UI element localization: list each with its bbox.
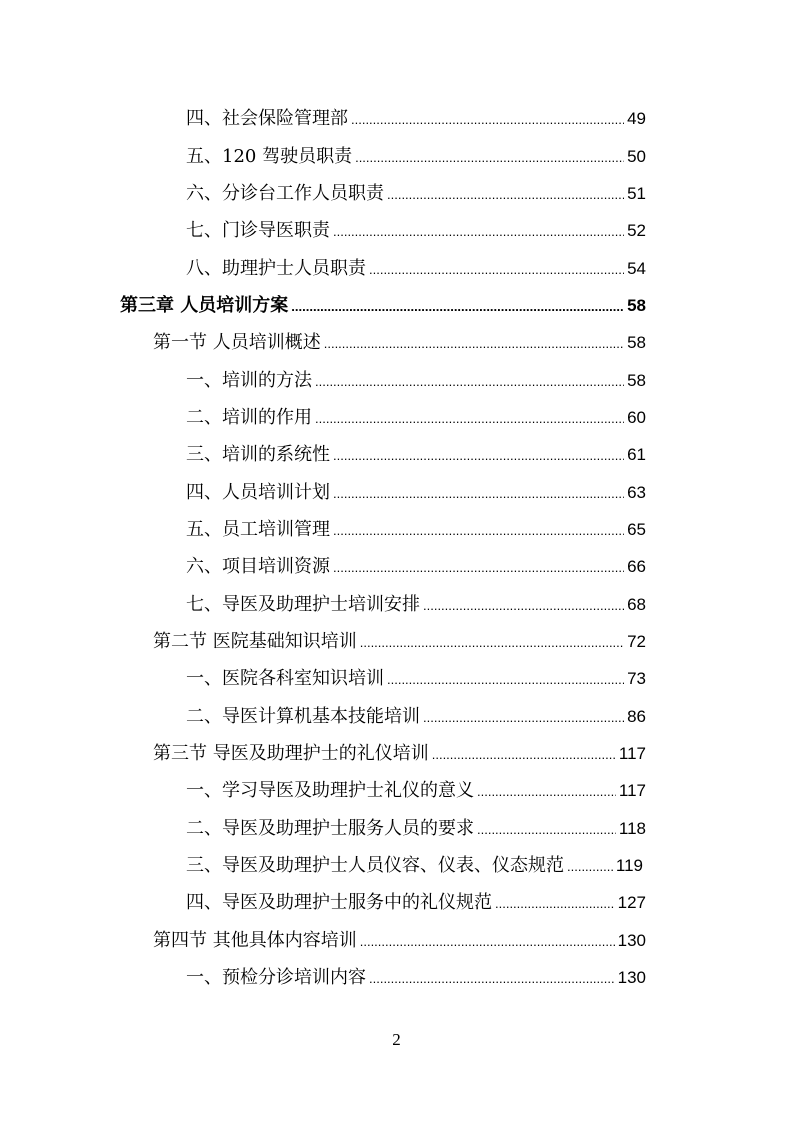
dot-leader bbox=[477, 815, 616, 845]
toc-entry-page: 117 bbox=[618, 744, 646, 763]
toc-entry-page: 127 bbox=[617, 893, 646, 912]
toc-entry[interactable] bbox=[186, 254, 646, 284]
toc-entry-title: 第一节 人员培训概述 bbox=[153, 332, 321, 353]
toc-entry-title: 三、培训的系统性 bbox=[186, 444, 330, 465]
toc-entry[interactable] bbox=[186, 814, 646, 844]
toc-entry-title: 一、培训的方法 bbox=[186, 370, 312, 391]
toc-entry[interactable] bbox=[186, 776, 646, 806]
toc-entry[interactable] bbox=[186, 515, 646, 545]
toc-entry-page: 58 bbox=[627, 333, 646, 352]
dot-leader bbox=[495, 889, 615, 919]
toc-entry[interactable] bbox=[186, 366, 646, 396]
toc-entry-page: 130 bbox=[617, 931, 646, 950]
toc-entry-page: 118 bbox=[618, 819, 646, 838]
toc-entry-page: 68 bbox=[627, 595, 646, 614]
toc-entry-page: 63 bbox=[627, 483, 646, 502]
toc-entry-title: 一、学习导医及助理护士礼仪的意义 bbox=[186, 780, 474, 801]
toc-entry-page: 117 bbox=[618, 781, 646, 800]
toc-entry-page: 51 bbox=[627, 184, 646, 203]
toc-entry-title: 六、分诊台工作人员职责 bbox=[186, 183, 384, 204]
toc-entry-title: 七、导医及助理护士培训安排 bbox=[186, 594, 420, 615]
toc-entry-page: 72 bbox=[627, 632, 646, 651]
toc-entry[interactable] bbox=[186, 963, 646, 993]
toc-entry-page: 65 bbox=[627, 520, 646, 539]
toc-entry-title: 第四节 其他具体内容培训 bbox=[153, 930, 357, 951]
toc-entry-title: 六、项目培训资源 bbox=[186, 556, 330, 577]
dot-leader bbox=[567, 852, 613, 882]
toc-entry[interactable] bbox=[186, 552, 646, 582]
dot-leader bbox=[333, 516, 624, 546]
toc-entry-title: 二、导医及助理护士服务人员的要求 bbox=[186, 818, 474, 839]
toc-entry-page: 52 bbox=[627, 221, 646, 240]
dot-leader bbox=[369, 964, 615, 994]
toc-entry-page: 86 bbox=[627, 707, 646, 726]
toc-entry-title: 第三节 导医及助理护士的礼仪培训 bbox=[153, 743, 429, 764]
dot-leader bbox=[387, 665, 624, 695]
toc-entry-title: 一、医院各科室知识培训 bbox=[186, 668, 384, 689]
dot-leader bbox=[387, 180, 624, 210]
toc-entry-title: 第三章 人员培训方案 bbox=[120, 295, 289, 316]
toc-entry-page: 60 bbox=[627, 408, 646, 427]
dot-leader bbox=[360, 628, 624, 658]
toc-entry-title: 五、员工培训管理 bbox=[186, 519, 330, 540]
dot-leader bbox=[315, 367, 624, 397]
toc-entry-page: 130 bbox=[617, 968, 646, 987]
toc-entry[interactable] bbox=[186, 142, 646, 172]
toc-entry-page: 49 bbox=[627, 109, 646, 128]
toc-entry-title: 四、社会保险管理部 bbox=[186, 108, 348, 129]
toc-entry[interactable] bbox=[186, 440, 646, 470]
toc-section-entry[interactable] bbox=[153, 739, 646, 769]
toc-entry-title: 七、门诊导医职责 bbox=[186, 220, 330, 241]
dot-leader bbox=[333, 217, 624, 247]
toc-entry[interactable] bbox=[186, 403, 646, 433]
toc-entry-title: 第二节 医院基础知识培训 bbox=[153, 631, 357, 652]
dot-leader bbox=[355, 143, 624, 173]
dot-leader bbox=[291, 292, 624, 322]
toc-entry-page: 73 bbox=[627, 669, 646, 688]
toc-entry-title: 二、培训的作用 bbox=[186, 407, 312, 428]
toc-entry-title: 一、预检分诊培训内容 bbox=[186, 967, 366, 988]
toc-entry[interactable] bbox=[186, 216, 646, 246]
toc-entry-title: 八、助理护士人员职责 bbox=[186, 258, 366, 279]
toc-chapter-entry[interactable] bbox=[120, 291, 646, 321]
dot-leader bbox=[324, 329, 624, 359]
dot-leader bbox=[333, 479, 624, 509]
toc-entry-page: 58 bbox=[627, 296, 646, 315]
toc-entry[interactable] bbox=[186, 590, 646, 620]
toc-entry[interactable] bbox=[186, 664, 646, 694]
toc-entry[interactable] bbox=[186, 888, 646, 918]
toc-section-entry[interactable] bbox=[153, 926, 646, 956]
toc-section-entry[interactable] bbox=[153, 627, 646, 657]
dot-leader bbox=[315, 404, 624, 434]
toc-entry-page: 54 bbox=[627, 259, 646, 278]
dot-leader bbox=[477, 777, 616, 807]
dot-leader bbox=[432, 740, 616, 770]
toc-entry-page: 66 bbox=[627, 557, 646, 576]
page-number: 2 bbox=[392, 1030, 401, 1049]
dot-leader bbox=[333, 441, 624, 471]
toc-entry[interactable] bbox=[186, 478, 646, 508]
toc-entry-title: 二、导医计算机基本技能培训 bbox=[186, 706, 420, 727]
toc-entry-page: 58 bbox=[627, 371, 646, 390]
toc-entry[interactable] bbox=[186, 179, 646, 209]
toc-entry[interactable] bbox=[186, 104, 646, 134]
dot-leader bbox=[423, 591, 624, 621]
toc-entry-title: 四、人员培训计划 bbox=[186, 482, 330, 503]
toc-entry-title: 四、导医及助理护士服务中的礼仪规范 bbox=[186, 892, 492, 913]
dot-leader bbox=[369, 255, 624, 285]
toc-section-entry[interactable] bbox=[153, 328, 646, 358]
dot-leader bbox=[351, 105, 624, 135]
toc-entry-page: 119 bbox=[615, 856, 643, 875]
toc-entry[interactable] bbox=[186, 851, 643, 881]
toc-entry-title: 三、导医及助理护士人员仪容、仪表、仪态规范 bbox=[186, 855, 564, 876]
toc-entry[interactable] bbox=[186, 702, 646, 732]
toc-entry-page: 50 bbox=[627, 147, 646, 166]
toc-entry-page: 61 bbox=[627, 445, 646, 464]
dot-leader bbox=[423, 703, 624, 733]
toc-entry-title: 五、120 驾驶员职责 bbox=[186, 146, 353, 167]
dot-leader bbox=[333, 553, 624, 583]
dot-leader bbox=[360, 927, 615, 957]
